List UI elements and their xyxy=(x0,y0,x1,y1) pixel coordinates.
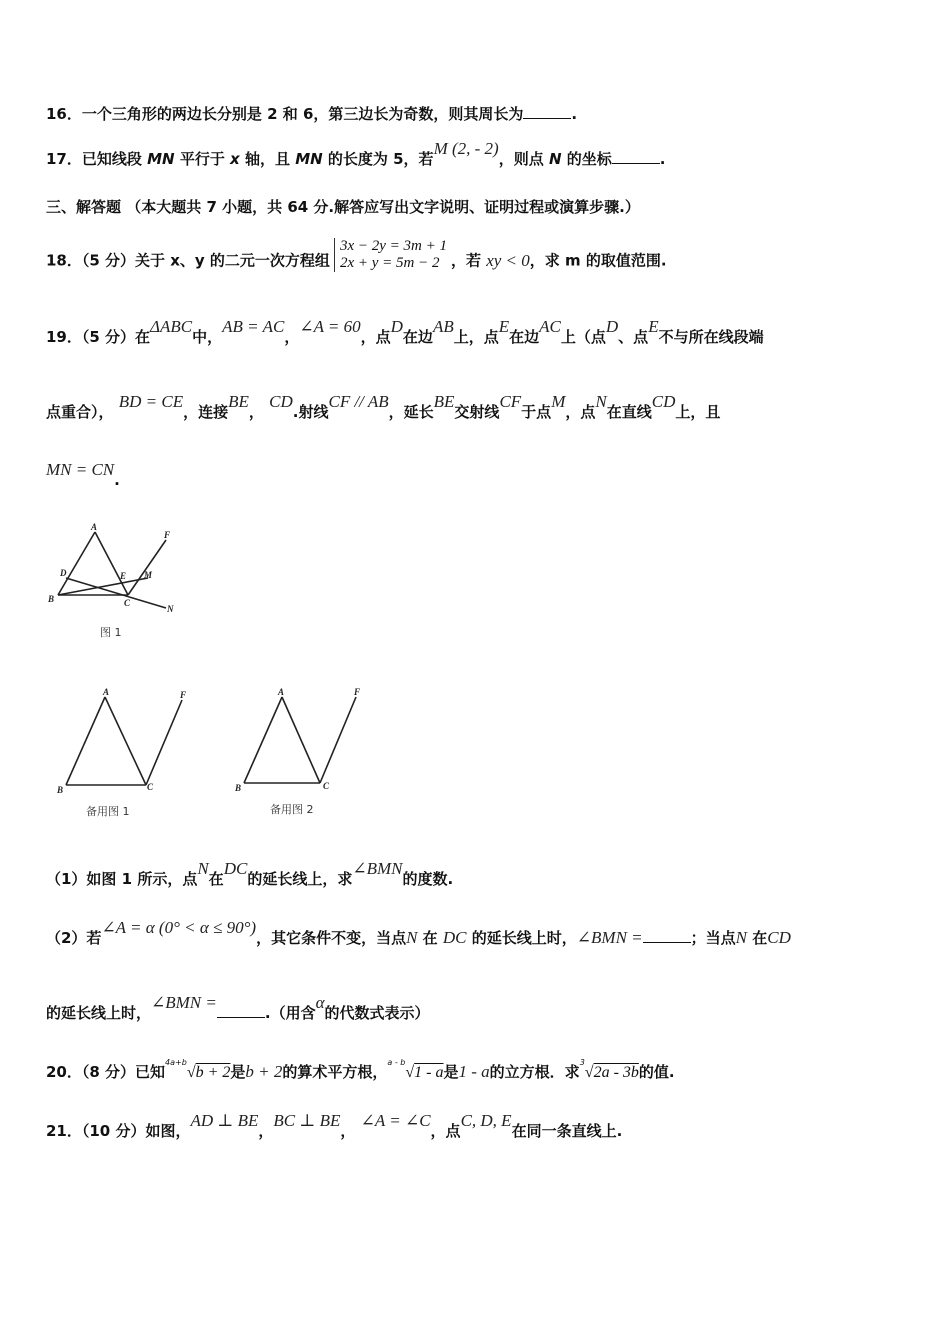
t: （1）如图 1 所示，点 xyxy=(46,870,198,888)
label-C: C xyxy=(323,781,330,791)
label-C: C xyxy=(124,598,131,608)
t: （2）若 xyxy=(46,929,102,947)
m: AC xyxy=(539,317,561,336)
q17-pre: 17．已知线段 xyxy=(46,150,148,168)
equation-system xyxy=(334,238,447,272)
q17-point: M (2, - 2) xyxy=(433,139,499,158)
m: BC ⊥ BE xyxy=(273,1111,341,1130)
label-A: A xyxy=(91,522,98,532)
eq1: 3x − 2y = 3m + 1 xyxy=(339,238,447,254)
t: 在边 xyxy=(402,328,433,346)
label-E: E xyxy=(120,571,127,581)
answer-blank xyxy=(217,1003,265,1018)
m: ∠BMN = xyxy=(576,928,643,947)
t: 在直线 xyxy=(606,403,652,421)
t: ，点 xyxy=(430,1122,461,1140)
m: α xyxy=(315,993,325,1012)
t: 上（点 xyxy=(560,328,606,346)
m: b + 2 xyxy=(245,1062,283,1081)
m: ∠A = ∠C xyxy=(360,1111,431,1130)
m: 1 - a xyxy=(458,1062,490,1081)
m: CD xyxy=(767,928,791,947)
t: ， xyxy=(284,328,300,346)
eq2: 2x + y = 5m − 2 xyxy=(339,255,440,271)
t: ， xyxy=(258,1122,274,1140)
t: 于点 xyxy=(521,403,552,421)
t: 的立方根．求 xyxy=(489,1063,580,1081)
m: ∠BMN xyxy=(352,859,403,878)
label-A: A xyxy=(278,687,285,697)
t: .射线 xyxy=(292,403,329,421)
m: BE xyxy=(228,392,249,411)
figure-spare-2-caption: 备用图 2 xyxy=(270,803,314,816)
t: .（用含 xyxy=(264,1004,316,1022)
q17-mid2: 轴，且 xyxy=(239,150,296,168)
figure-spare-1 xyxy=(50,685,210,825)
t: 的延长线上时， xyxy=(46,1004,152,1022)
label-A: A xyxy=(103,687,110,697)
t: ，延长 xyxy=(388,403,434,421)
t: 不与所在线段端 xyxy=(658,328,764,346)
m: N xyxy=(197,859,209,878)
m: CD xyxy=(651,392,676,411)
q18-cond: xy < 0 xyxy=(486,250,530,270)
m: DC xyxy=(442,928,467,947)
m: BD = CE xyxy=(118,392,184,411)
t: 在 xyxy=(208,870,224,888)
t: 19．（5 分）在 xyxy=(46,328,151,346)
answer-blank xyxy=(643,928,691,943)
root-index: a - b xyxy=(387,1058,406,1067)
t: ，点 xyxy=(360,328,391,346)
label-B: B xyxy=(235,783,242,793)
t: 是 xyxy=(443,1063,459,1081)
question-20 xyxy=(46,1058,675,1082)
t: 在 xyxy=(422,929,438,947)
m: AD ⊥ BE xyxy=(190,1111,259,1130)
m: MN = CN xyxy=(46,460,115,479)
figure-spare-1-caption: 备用图 1 xyxy=(86,805,130,818)
question-18 xyxy=(46,238,667,278)
m: AB = AC xyxy=(222,317,285,336)
m: M xyxy=(551,392,566,411)
t: 的延长线上时， xyxy=(471,929,577,947)
t: 在 xyxy=(752,929,768,947)
q17-end: . xyxy=(659,150,666,168)
t: 的延长线上，求 xyxy=(247,870,353,888)
radical: √b + 2 xyxy=(186,1064,231,1081)
radicand: 2a - 3b xyxy=(593,1064,639,1081)
question-19-line-2 xyxy=(46,392,721,422)
radical: √1 - a xyxy=(405,1064,444,1081)
q17-mid4: ，则点 xyxy=(498,150,549,168)
m: DC xyxy=(223,859,248,878)
root-index: 4a+b xyxy=(165,1058,187,1067)
t: 的代数式表示） xyxy=(324,1004,430,1022)
m: AB xyxy=(432,317,454,336)
section-3-text: 三、解答题 （本大题共 7 小题，共 64 分.解答应写出文字说明、证明过程或演算步骤.） xyxy=(46,198,640,216)
t: 21．（10 分）如图， xyxy=(46,1122,191,1140)
m: CF xyxy=(499,392,522,411)
t: 的度数. xyxy=(402,870,454,888)
q16-text: 16．一个三角形的两边长分别是 2 和 6，第三边长为奇数，则其周长为 xyxy=(46,105,524,123)
m: ∠A = α (0° < α ≤ 90°) xyxy=(101,918,257,937)
t: 、点 xyxy=(618,328,649,346)
label-M: M xyxy=(144,570,153,580)
q18-mid: ，若 xyxy=(450,251,487,270)
question-19-line-3 xyxy=(46,460,120,490)
label-F: F xyxy=(354,687,361,697)
t: 上，且 xyxy=(675,403,721,421)
m: E xyxy=(498,317,510,336)
q17-mn2: MN xyxy=(295,150,323,168)
t: 是 xyxy=(230,1063,246,1081)
question-21 xyxy=(46,1111,623,1141)
figure-1-caption: 图 1 xyxy=(100,626,122,639)
q17-x: x xyxy=(230,150,240,168)
question-19-part-1 xyxy=(46,859,454,889)
answer-blank xyxy=(523,104,571,119)
m: D xyxy=(390,317,403,336)
t: 点重合）， xyxy=(46,403,114,421)
q16-end: . xyxy=(571,105,578,123)
m: D xyxy=(605,317,619,336)
radicand: 1 - a xyxy=(414,1064,444,1081)
m: N xyxy=(735,928,747,947)
q17-post: 的坐标 xyxy=(561,150,612,168)
t: 中， xyxy=(192,328,223,346)
label-B: B xyxy=(57,785,64,795)
t: 在边 xyxy=(509,328,540,346)
t: 上，点 xyxy=(453,328,499,346)
q18-pre: 18．（5 分）关于 x、y 的二元一次方程组 xyxy=(46,251,330,270)
question-19-part-2 xyxy=(46,918,791,948)
q18-post: ，求 m 的取值范围. xyxy=(529,251,667,270)
radical: √2a - 3b xyxy=(584,1064,639,1081)
question-19-part-2-cont xyxy=(46,993,430,1023)
m: ΔABC xyxy=(150,317,193,336)
t: . xyxy=(114,471,120,489)
t: ，其它条件不变，当点 xyxy=(256,929,407,947)
t: ， xyxy=(340,1122,356,1140)
m: N xyxy=(595,392,607,411)
q17-n: N xyxy=(548,150,562,168)
m: CF // AB xyxy=(328,392,389,411)
figure-1 xyxy=(40,520,190,645)
m: C, D, E xyxy=(460,1111,512,1130)
radicand: b + 2 xyxy=(195,1064,231,1081)
m: BE xyxy=(433,392,455,411)
t: 在同一条直线上. xyxy=(511,1122,623,1140)
answer-blank xyxy=(612,149,660,164)
m: CD xyxy=(269,392,293,411)
m: N xyxy=(406,928,418,947)
m: ∠BMN = xyxy=(151,993,217,1012)
t: 20．（8 分）已知 xyxy=(46,1063,166,1081)
section-3-heading xyxy=(46,196,640,217)
q17-mid3: 的长度为 5，若 xyxy=(322,150,434,168)
question-19-line-1 xyxy=(46,317,764,347)
label-D: D xyxy=(60,568,67,578)
question-16 xyxy=(46,103,577,124)
figure-spare-2 xyxy=(230,685,390,825)
label-F: F xyxy=(180,690,187,700)
question-17 xyxy=(46,139,666,169)
t: 的算术平方根， xyxy=(282,1063,388,1081)
label-B: B xyxy=(48,594,55,604)
t: ， xyxy=(248,403,264,421)
t: ，连接 xyxy=(183,403,229,421)
q17-mid: 平行于 xyxy=(174,150,231,168)
label-N: N xyxy=(167,604,174,614)
t: 交射线 xyxy=(454,403,500,421)
m: ∠A = 60 xyxy=(299,317,361,336)
label-C: C xyxy=(147,782,154,792)
label-F: F xyxy=(164,530,171,540)
t: ；当点 xyxy=(690,929,736,947)
m: E xyxy=(648,317,659,336)
q17-mn: MN xyxy=(147,150,175,168)
t: 的值. xyxy=(638,1063,675,1081)
root-index: 3 xyxy=(579,1058,585,1067)
t: ，点 xyxy=(565,403,596,421)
